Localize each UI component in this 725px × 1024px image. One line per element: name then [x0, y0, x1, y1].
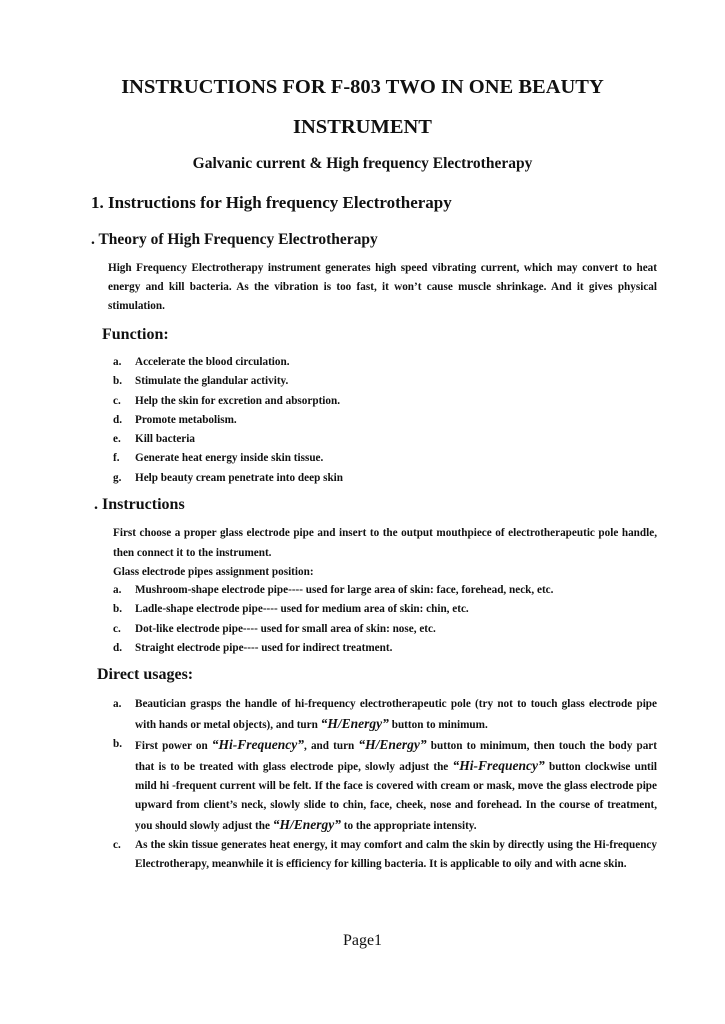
electrode-list: [113, 581, 657, 658]
list-item: a. Mushroom-shape electrode pipe---- used for large area of skin: face, forehead, neck, etc.: [113, 584, 554, 596]
page-number: Page1: [342, 932, 383, 949]
list-item: a. Beautician grasps the handle of hi-frequency electrotherapeutic pole (try not to touch glass electrode pipe with hands or metal objects), and turn “H/Energy” button to minimum.: [113, 698, 657, 731]
list-item: c. Help the skin for excretion and absorption.: [113, 394, 341, 407]
list-item: d. Straight electrode pipe---- used for indirect treatment.: [113, 641, 393, 654]
list-item: f. Generate heat energy inside skin tissue.: [113, 452, 324, 465]
list-item: b. Stimulate the glandular activity.: [113, 375, 289, 388]
function-heading: Function:: [102, 326, 169, 343]
document-subtitle: Galvanic current & High frequency Electrotherapy: [192, 155, 533, 172]
direct-usages-list: [113, 695, 657, 874]
list-item: g. Help beauty cream penetrate into deep skin: [113, 471, 343, 484]
theory-paragraph: High Frequency Electrotherapy instrument generates high speed vibrating current, which may convert to heat energy and kill bacteria. As the vibration is too fast, it won’t cause muscle shrinkage. And it gives physical stimulation.: [108, 262, 657, 312]
list-item: d. Promote metabolism.: [113, 413, 237, 426]
list-item: a. Accelerate the blood circulation.: [113, 356, 290, 368]
section1-heading: 1. Instructions for High frequency Electrotherapy: [91, 193, 452, 212]
list-item: c. Dot-like electrode pipe---- used for small area of skin: nose, etc.: [113, 622, 436, 635]
list-item: c. As the skin tissue generates heat energy, it may comfort and calm the skin by directly using the Hi-frequency Electrotherapy, meanwhile it is efficiency for killing bacteria. It is applicable to oily and with acne skin.: [113, 839, 657, 870]
function-list: [113, 353, 653, 488]
list-item: b. Ladle-shape electrode pipe---- used for medium area of skin: chin, etc.: [113, 603, 469, 616]
theory-heading: . Theory of High Frequency Electrotherapy: [91, 231, 378, 248]
direct-usages-heading: Direct usages:: [97, 666, 194, 683]
list-item: b. First power on “Hi-Frequency”, and turn “H/Energy” button to minimum, then touch the body part that is to be treated with glass electrode pipe, slowly adjust the “Hi-Frequency” button clockwise until mild hi -frequent current will be felt. If the face is covered with cream or mask, move the glass electrode pipe upward from client’s neck, slowly slide to chin, face, cheek, nose and forehead. In the course of treatment, you should slowly adjust the “H/Energy” to the appropriate intensity.: [113, 737, 657, 832]
instructions-intro: First choose a proper glass electrode pipe and insert to the output mouthpiece of electrotherapeutic pole handle, then connect it to the instrument.: [113, 527, 657, 559]
list-item: e. Kill bacteria: [113, 433, 195, 446]
instructions-heading: . Instructions: [94, 496, 185, 513]
document-title-line1: INSTRUCTIONS FOR F-803 TWO IN ONE BEAUTY: [121, 76, 604, 98]
document-title-line2: INSTRUMENT: [293, 116, 432, 138]
assignment-label: Glass electrode pipes assignment position:: [113, 566, 314, 578]
